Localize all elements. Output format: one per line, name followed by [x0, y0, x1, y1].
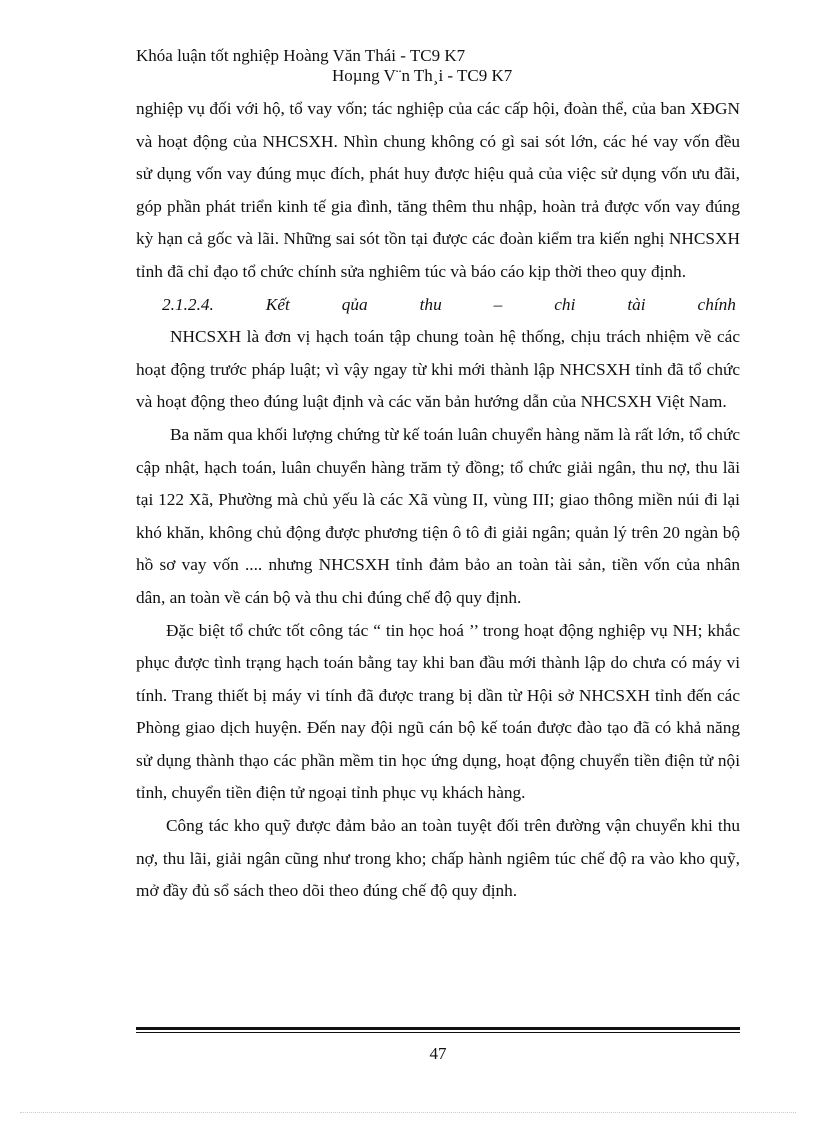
paragraph-1: nghiệp vụ đối với hộ, tổ vay vốn; tác nghiệp của các cấp hội, đoàn thể, của ban XĐGN và hoạt động của NHCSXH. Nhìn chung không có gì sai sót lớn, các hé vay vốn đều sử dụng vốn vay đúng mục đích, phát huy được hiệu quả của việc sử dụng vốn ưu đãi, góp phần phát triển kinh tế gia đình, tăng thêm thu nhập, hoàn trả được vốn vay đúng kỳ hạn cả gốc và lãi. Những sai sót tồn tại được các đoàn kiểm tra kiến nghị NHCSXH tỉnh đã chỉ đạo tổ chức chính sửa nghiêm túc và báo cáo kịp thời theo quy định. [136, 99, 740, 281]
page-header [136, 46, 740, 86]
header-title: Khóa luận tốt nghiệp Hoàng Văn Thái - TC9 K7 [136, 46, 466, 65]
heading-word: tài [627, 294, 646, 314]
page-bottom-edge [20, 1112, 796, 1113]
paragraph-2: NHCSXH là đơn vị hạch toán tập chung toàn hệ thống, chịu trách nhiệm về các hoạt động trước pháp luật; vì vậy ngay từ khi mới thành lập NHCSXH tỉnh đã tổ chức và hoạt động theo đúng luật định và các văn bản hướng dẫn của NHCSXH Việt Nam. [136, 327, 740, 412]
paragraph-5: Công tác kho quỹ được đảm bảo an toàn tuyệt đối trên đường vận chuyển khi thu nợ, thu lãi, giải ngân cũng như trong kho; chấp hành ngiêm túc chế độ ra vào kho quỹ, mở đầy đủ sổ sách theo dõi theo đúng chế độ quy định. [136, 816, 740, 901]
heading-word: qủa [341, 294, 368, 314]
body-text [136, 93, 740, 908]
footer-rule-thin [136, 1032, 740, 1033]
heading-word: chi [554, 294, 576, 314]
section-heading [136, 289, 740, 322]
heading-word: – [493, 294, 503, 314]
heading-word: chính [697, 294, 736, 314]
heading-word: thu [419, 294, 442, 314]
header-subtitle: Hoµng V¨n Th¸i - TC9 K7 [332, 66, 513, 85]
paragraph-4: Đặc biệt tổ chức tốt công tác “ tin học hoá ’’ trong hoạt động nghiệp vụ NH; khắc phục được tình trạng hạch toán bằng tay khi ban đầu mới thành lập do chưa có máy vi tính. Trang thiết bị máy vi tính đã được trang bị dần từ Hội sở NHCSXH tỉnh đến các Phòng giao dịch huyện. Đến nay đội ngũ cán bộ kế toán được đào tạo đã có khả năng sử dụng thành thạo các phần mềm tin học ứng dụng, hoạt động chuyển tiền điện tử nội tỉnh, chuyển tiền điện tử ngoại tỉnh phục vụ khách hàng. [136, 620, 740, 803]
heading-number: 2.1.2.4. [162, 294, 214, 314]
paragraph-3: Ba năm qua khối lượng chứng từ kế toán luân chuyển hàng năm là rất lớn, tổ chức cập nhật, hạch toán, luân chuyển hàng trăm tỷ đồng; tổ chức giải ngân, thu nợ, thu lãi tại 122 Xã, Phường mà chủ yếu là các Xã vùng II, vùng III; giao thông miền núi đi lại khó khăn, không chủ động được phương tiện ô tô đi giải ngân; quản lý trên 20 ngàn bộ hồ sơ vay vốn .... nhưng NHCSXH tỉnh đảm bảo an toàn tài sản, tiền vốn của nhân dân, an toàn về cán bộ và thu chi đúng chế độ quy định. [136, 424, 740, 607]
footer-rule-thick [136, 1027, 740, 1030]
page-number: 47 [429, 1044, 447, 1063]
heading-word: Kết [265, 294, 290, 314]
